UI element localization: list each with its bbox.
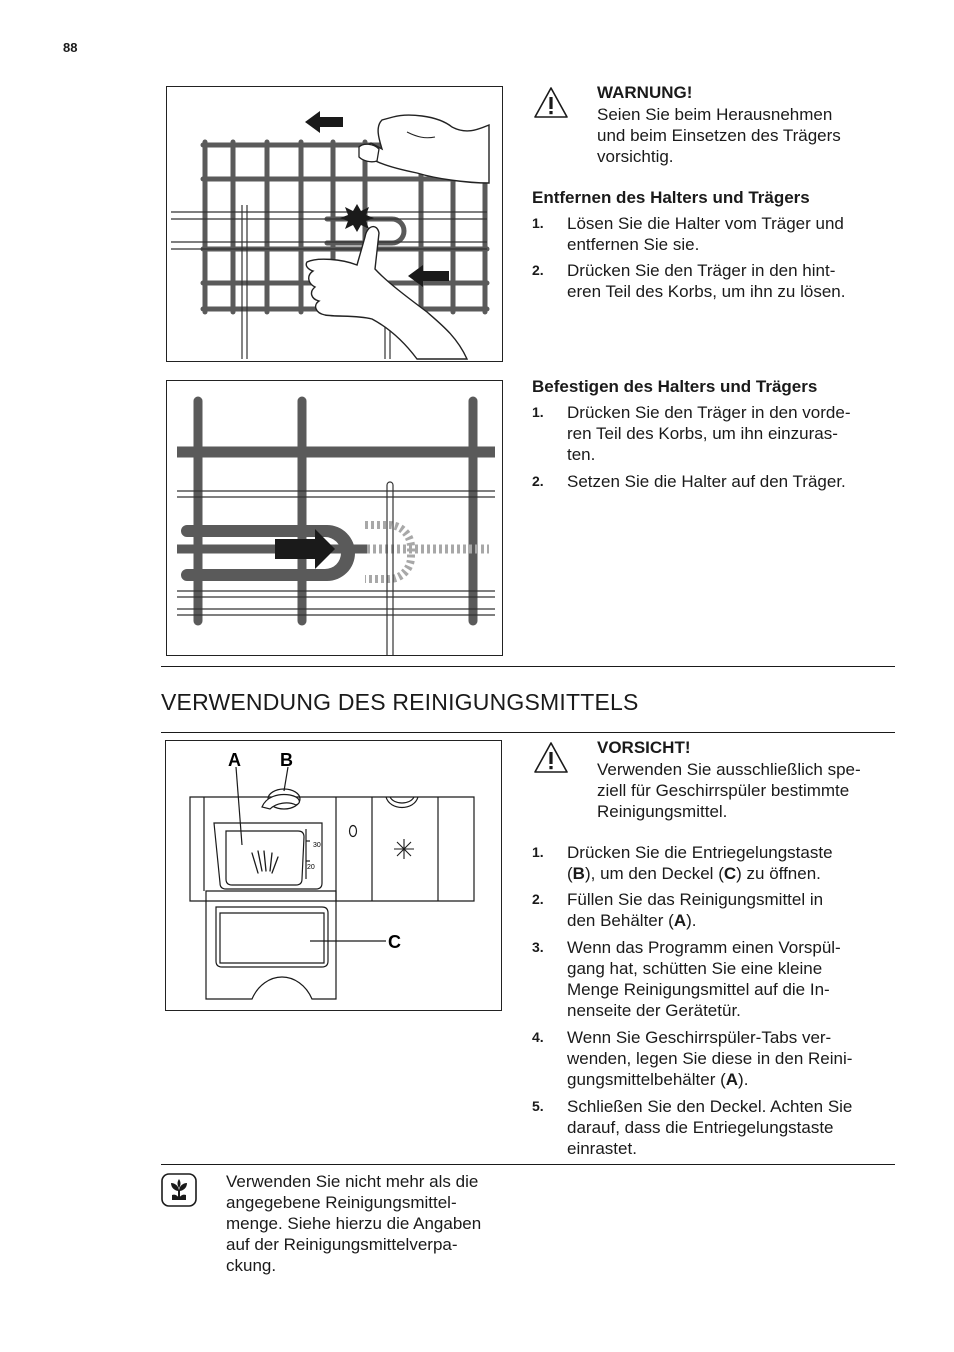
warning-icon: [533, 86, 569, 120]
step-number: 3.: [532, 939, 544, 955]
environment-icon: [161, 1173, 197, 1207]
warning-title: WARNUNG!: [597, 83, 693, 102]
eco-note-rule: [161, 1164, 895, 1165]
step-line: Drücken Sie den Träger in den vorde-: [567, 403, 851, 422]
caution-line-2: ziell für Geschirrspüler bestimmte: [597, 781, 850, 800]
step-line: einrastet.: [567, 1139, 637, 1158]
step-line: Lösen Sie die Halter vom Träger und: [567, 214, 844, 233]
step-line: gungsmittelbehälter (A).: [567, 1070, 749, 1089]
step-line: wenden, legen Sie diese in den Reini-: [567, 1049, 853, 1068]
step-line: ten.: [567, 445, 596, 464]
caution-line-3: Reinigungsmittel.: [597, 802, 728, 821]
step-line: Wenn das Programm einen Vorspül-: [567, 938, 841, 957]
step-line: Drücken Sie den Träger in den hint-: [567, 261, 836, 280]
scale-label-30: 30: [313, 842, 321, 849]
scale-label-20: 20: [307, 864, 315, 871]
step-number: 1.: [532, 215, 544, 231]
step-line: eren Teil des Korbs, um ihn zu lösen.: [567, 282, 846, 301]
step-line: darauf, dass die Entriegelungstaste: [567, 1118, 834, 1137]
caution-title: VORSICHT!: [597, 738, 691, 757]
step-line: Füllen Sie das Reinigungsmittel in: [567, 890, 824, 909]
page-number: 88: [63, 40, 78, 55]
detergent-step-2: [532, 889, 882, 933]
section-title: VERWENDUNG DES REINIGUNGSMITTELS: [161, 689, 639, 715]
step-line: Setzen Sie die Halter auf den Träger.: [567, 472, 846, 491]
step-line: nenseite der Gerätetür.: [567, 1001, 741, 1020]
caution-line-1: Verwenden Sie ausschließlich spe-: [597, 760, 861, 779]
step-line: (B), um den Deckel (C) zu öffnen.: [567, 864, 821, 883]
step-line: ren Teil des Korbs, um ihn einzuras-: [567, 424, 838, 443]
step-line: entfernen Sie sie.: [567, 235, 700, 254]
step-number: 4.: [532, 1029, 544, 1045]
remove-step-1: [532, 213, 882, 257]
section-rule-bottom: [161, 732, 895, 733]
figure-detergent-dispenser: [165, 740, 502, 1011]
section-rule-top: [161, 666, 895, 667]
warning-line-1: Seien Sie beim Herausnehmen: [597, 105, 833, 124]
attach-step-2: [532, 471, 882, 493]
step-line: Wenn Sie Geschirrspüler-Tabs ver-: [567, 1028, 832, 1047]
step-number: 2.: [532, 473, 544, 489]
step-number: 1.: [532, 404, 544, 420]
rack-attach-illustration: [167, 381, 502, 655]
detergent-step-5: [532, 1096, 882, 1160]
remove-heading: Entfernen des Halters und Trägers: [532, 188, 810, 207]
eco-note-line-3: menge. Siehe hierzu die Angaben: [226, 1214, 482, 1233]
warning-icon: [533, 741, 569, 775]
step-number: 2.: [532, 891, 544, 907]
step-number: 2.: [532, 262, 544, 278]
eco-note-line-1: Verwenden Sie nicht mehr als die: [226, 1172, 479, 1191]
dispenser-illustration: [166, 741, 501, 1010]
attach-heading: Befestigen des Halters und Trägers: [532, 377, 818, 396]
step-line: Menge Reinigungsmittel auf die In-: [567, 980, 830, 999]
detergent-step-1: [532, 842, 882, 886]
attach-step-1: [532, 402, 882, 466]
step-line: Schließen Sie den Deckel. Achten Sie: [567, 1097, 853, 1116]
step-number: 1.: [532, 844, 544, 860]
step-line: den Behälter (A).: [567, 911, 697, 930]
label-a: A: [228, 750, 241, 770]
label-b: B: [280, 750, 293, 770]
remove-step-2: [532, 260, 882, 304]
detergent-step-3: [532, 937, 882, 1023]
warning-line-2: und beim Einsetzen des Trägers: [597, 126, 841, 145]
step-line: gang hat, schütten Sie eine kleine: [567, 959, 823, 978]
detergent-step-4: [532, 1027, 882, 1091]
step-number: 5.: [532, 1098, 544, 1114]
eco-note-line-2: angegebene Reinigungsmittel-: [226, 1193, 457, 1212]
figure-attach-holder: [166, 380, 503, 656]
step-line: Drücken Sie die Entriegelungstaste: [567, 843, 833, 862]
figure-remove-holder: [166, 86, 503, 362]
eco-note-line-5: ckung.: [226, 1256, 277, 1275]
rack-removal-illustration: [167, 87, 502, 361]
warning-line-3: vorsichtig.: [597, 147, 674, 166]
label-c: C: [388, 932, 401, 952]
eco-note-line-4: auf der Reinigungsmittelverpa-: [226, 1235, 458, 1254]
